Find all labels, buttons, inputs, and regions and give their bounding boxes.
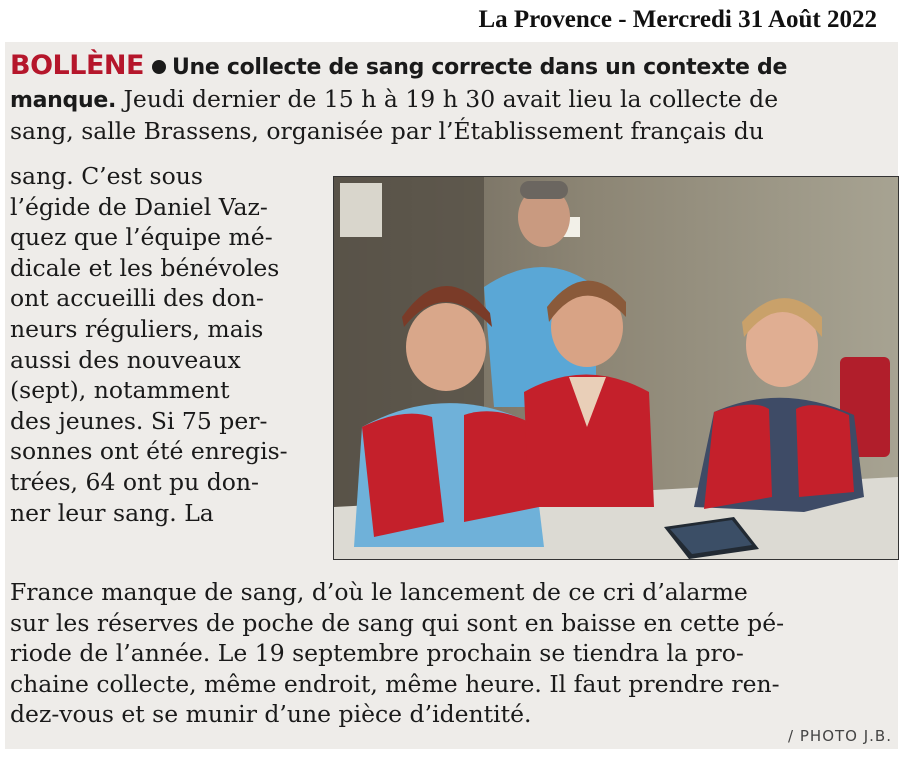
newspaper-source-header: La Provence - Mercredi 31 Août 2022 [478,6,877,33]
body-line: neurs réguliers, mais [10,314,264,343]
body-line: dicale et les bénévoles [10,253,280,282]
article-kicker: BOLLÈNE [10,50,144,81]
headline-end: manque. [10,87,117,113]
body-line: chaine collecte, même endroit, même heure. Il faut prendre ren- [10,669,780,698]
body-line: l’égide de Daniel Vaz- [10,192,268,221]
body-line: France manque de sang, d’où le lancement de ce cri d’alarme [10,578,748,606]
newspaper-clipping [5,42,898,749]
photo-credit: / PHOTO J.B. [788,727,892,745]
lead-line: sang, salle Brassens, organisée par l’Établissement français du [10,117,764,146]
body-line: sur les réserves de poche de sang qui sont en baisse en cette pé- [10,608,785,637]
body-line: dez-vous et se munir d’une pièce d’identité. [10,700,532,729]
headline-line-2 [10,84,787,117]
body-line: quez que l’équipe mé- [10,223,273,252]
body-line: sang. C’est sous [10,162,203,190]
body-line: trées, 64 ont pu don- [10,467,259,496]
lead-text: Jeudi dernier de 15 h à 19 h 30 avait lieu la collecte de [116,84,779,113]
body-line: sonnes ont été enregis- [10,437,288,466]
body-line: des jeunes. Si 75 per- [10,406,268,435]
bullet-icon [152,60,166,74]
headline-text: Une collecte de sang correcte dans un contexte de [171,55,788,80]
body-line: ont accueilli des don- [10,284,264,313]
body-line: ner leur sang. La [10,498,214,527]
headline-line-1 [10,51,787,84]
volunteers-illustration [334,177,898,559]
body-line: riode de l’année. Le 19 septembre prochain se tiendra la pro- [10,639,744,668]
body-line: (sept), notamment [10,376,230,405]
article-side-column [10,161,288,528]
article-bottom-paragraph [10,577,784,730]
article-lead [10,51,787,147]
body-line: aussi des nouveaux [10,345,241,374]
volunteers-photo [333,176,899,560]
